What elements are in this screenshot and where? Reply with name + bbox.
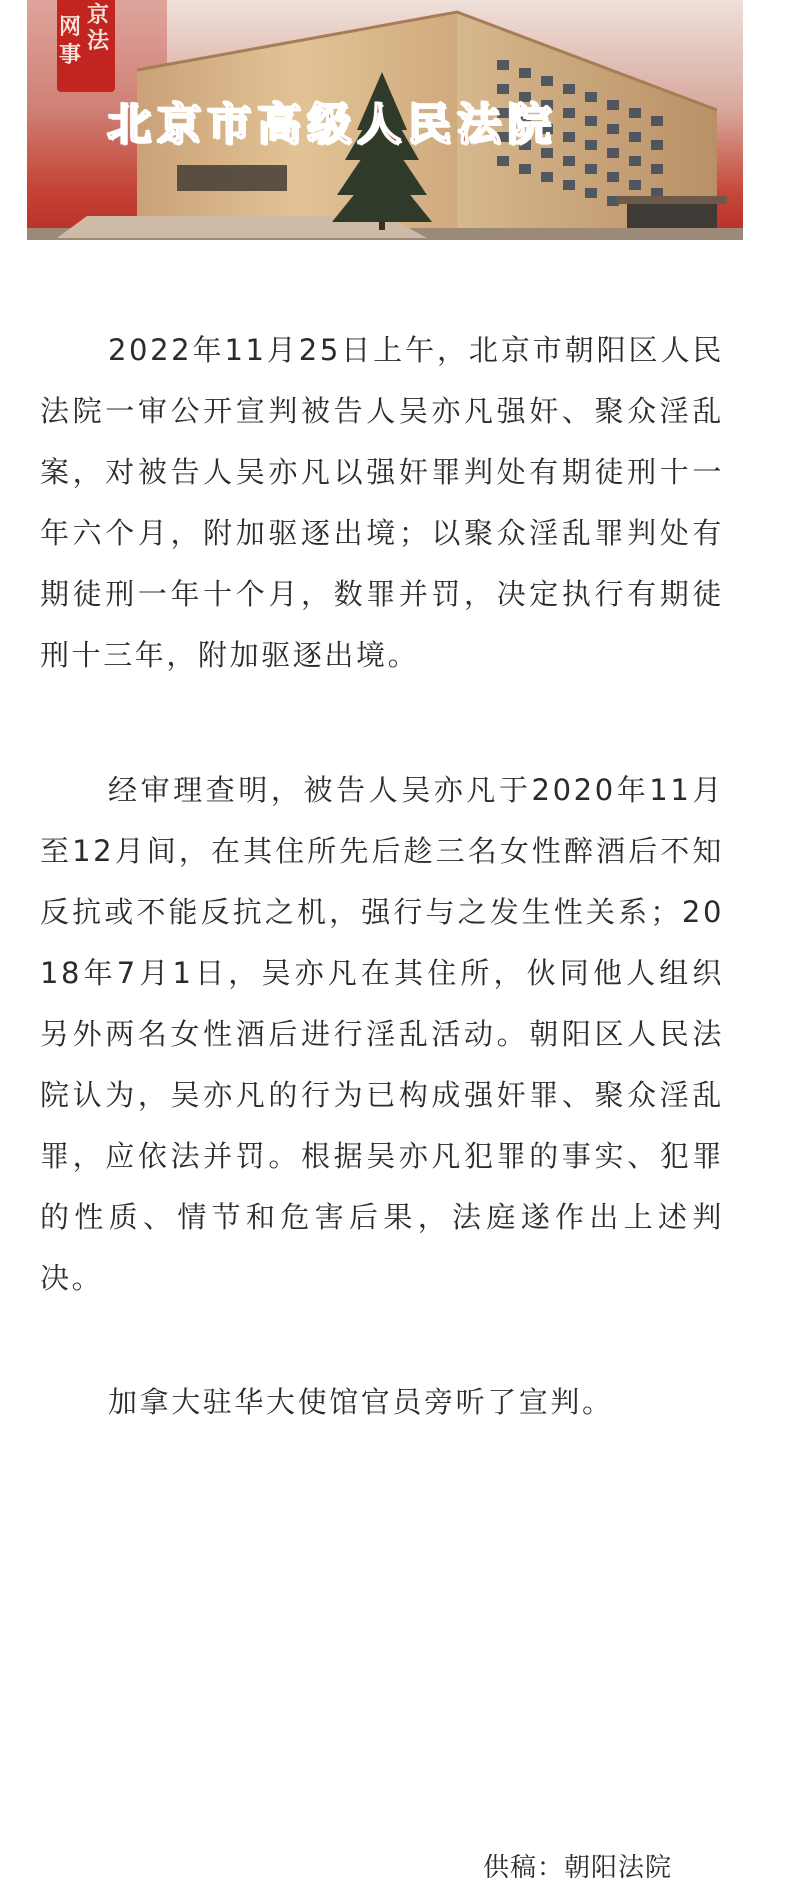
paragraph-verdict: 2022年11月25日上午，北京市朝阳区人民法院一审公开宣判被告人吴亦凡强奸、聚众淫乱案，对被告人吴亦凡以强奸罪判处有期徒刑十一年六个月，附加驱逐出境；以聚众淫乱罪判处有期徒刑一年十个月，数罪并罚，决定执行有期徒刑十三年，附加驱逐出境。 xyxy=(40,333,724,672)
seal-char: 网 xyxy=(59,14,82,40)
paragraph-embassy: 加拿大驻华大使馆官员旁听了宣判。 xyxy=(108,1385,614,1419)
paragraph-findings: 经审理查明，被告人吴亦凡于2020年11月至12月间，在其住所先后趁三名女性醉酒后不知反抗或不能反抗之机，强行与之发生性关系；2018年7月1日，吴亦凡在其住所，伙同他人组织另外两名女性酒后进行淫乱活动。朝阳区人民法院认为，吴亦凡的行为已构成强奸罪、聚众淫乱罪，应依法并罚。根据吴亦凡犯罪的事实、犯罪的性质、情节和危害后果，法庭遂作出上述判决。 xyxy=(40,773,724,1295)
source-credit: 供稿：朝阳法院 xyxy=(482,1853,672,1883)
seal-char: 事 xyxy=(59,42,82,68)
seal-char: 法 xyxy=(87,28,110,54)
header-banner xyxy=(27,0,743,240)
seal-stamp xyxy=(57,0,115,92)
banner-title: 北京市高级人民法院 xyxy=(107,99,557,150)
seal-char: 京 xyxy=(87,2,110,28)
